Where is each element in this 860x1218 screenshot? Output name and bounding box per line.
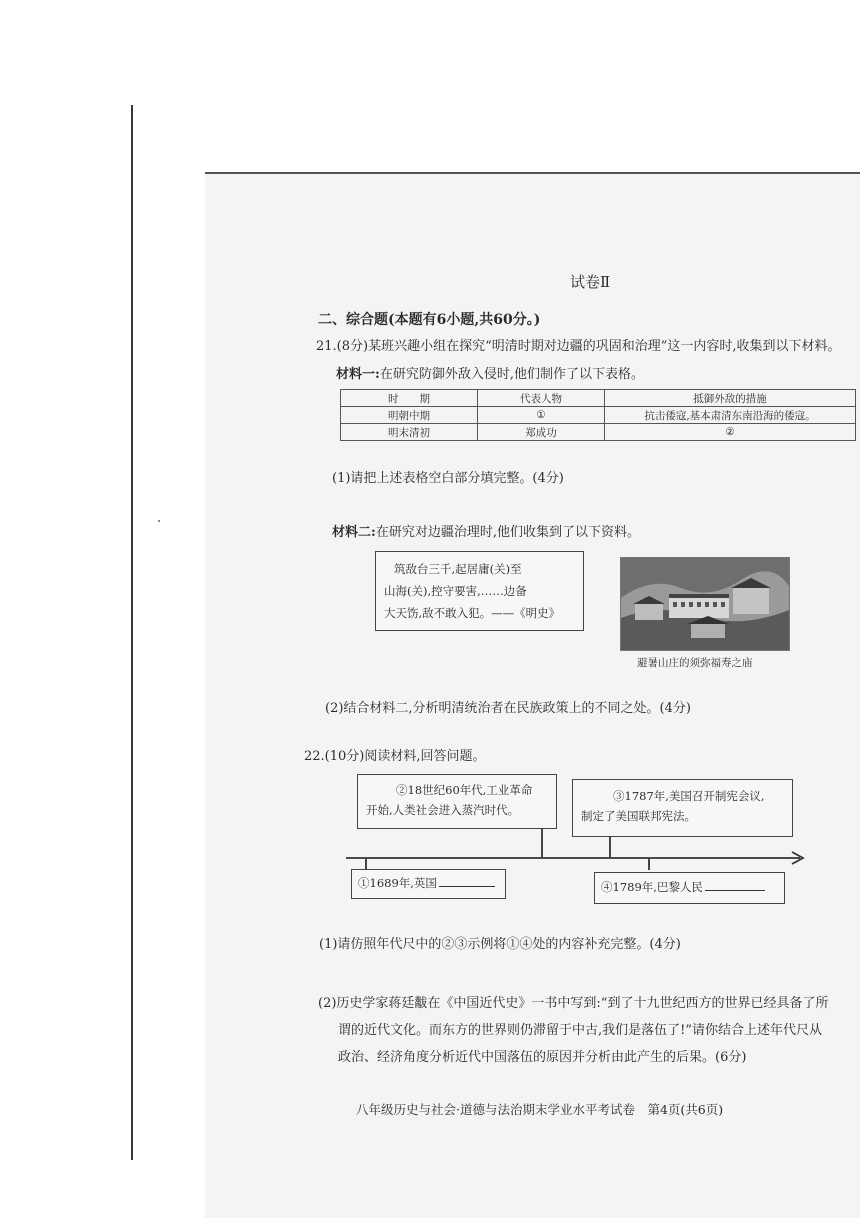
table-row (341, 424, 856, 441)
table-cell: 明朝中期 (341, 407, 478, 424)
table-header-cell: 代表人物 (478, 390, 605, 407)
photo-caption: 避暑山庄的须弥福寿之庙 (637, 657, 753, 669)
quote-line: 筑敌台三千,起居庸(关)至 (394, 562, 522, 576)
q21-intro: 21.(8分)某班兴趣小组在探究“明清时期对边疆的巩固和治理”这一内容时,收集到以下材料。 (316, 339, 841, 354)
q21-material2 (332, 521, 640, 540)
q21-sub1: (1)请把上述表格空白部分填完整。(4分) (332, 471, 564, 486)
timeline-box-2 (357, 774, 557, 829)
ming-history-quote-box (375, 551, 584, 631)
temple-photo-image (621, 558, 789, 650)
q21-material1 (336, 363, 644, 382)
defense-measures-table (340, 389, 856, 441)
q22-intro: 22.(10分)阅读材料,回答问题。 (304, 749, 486, 764)
table-header-row (341, 390, 856, 407)
material2-text: 在研究对边疆治理时,他们收集到了以下资料。 (375, 525, 640, 540)
table-header-cell: 抵御外敌的措施 (605, 390, 856, 407)
table-cell: ② (605, 424, 856, 441)
scan-edge-line (131, 105, 133, 1160)
scan-speck (158, 520, 160, 522)
answer-blank[interactable] (439, 886, 495, 887)
section-heading: 二、综合题(本题有6小题,共60分。) (318, 312, 541, 328)
table-cell: 郑成功 (478, 424, 605, 441)
q22-sub2-line: (2)历史学家蒋廷黻在《中国近代史》一书中写到:“到了十九世纪西方的世界已经具备了所 (318, 996, 829, 1011)
timeline-box-3 (572, 779, 793, 837)
timeline-box-line: ②18世纪60年代,工业革命 (396, 783, 533, 797)
table-cell: 抗击倭寇,基本肃清东南沿海的倭寇。 (605, 407, 856, 424)
answer-blank[interactable] (705, 890, 765, 891)
table-cell: 明末清初 (341, 424, 478, 441)
q21-sub2: (2)结合材料二,分析明清统治者在民族政策上的不同之处。(4分) (325, 701, 691, 716)
timeline-box-line: 开始,人类社会进入蒸汽时代。 (366, 803, 520, 817)
timeline-tick (648, 858, 650, 870)
timeline-box-1-text: ①1689年,英国 (358, 876, 437, 890)
table-row (341, 407, 856, 424)
q22-sub1: (1)请仿照年代尺中的②③示例将①④处的内容补充完整。(4分) (319, 937, 681, 952)
quote-line: 大天饬,敌不敢入犯。——《明史》 (384, 606, 561, 620)
timeline-box-line: ③1787年,美国召开制宪会议, (613, 789, 765, 803)
q22-sub2-line: 政治、经济角度分析近代中国落伍的原因并分析由此产生的后果。(6分) (338, 1050, 747, 1065)
q22-sub2-line: 谓的近代文化。而东方的世界则仍滞留于中古,我们是落伍了!”请你结合上述年代尺从 (338, 1023, 823, 1038)
paper-label: 试卷Ⅱ (570, 273, 611, 291)
material1-label: 材料一: (336, 367, 380, 382)
timeline-box-4 (594, 872, 785, 904)
material2-label: 材料二: (332, 525, 376, 540)
timeline-box-line: 制定了美国联邦宪法。 (581, 809, 696, 823)
table-cell: ① (478, 407, 605, 424)
material1-text: 在研究防御外敌入侵时,他们制作了以下表格。 (379, 367, 644, 382)
timeline-tick (541, 829, 543, 859)
temple-photo (620, 557, 790, 651)
page-footer: 八年级历史与社会·道德与法治期末学业水平考试卷 第4页(共6页) (356, 1102, 724, 1117)
timeline-box-1 (351, 869, 506, 899)
timeline-tick (609, 837, 611, 859)
table-header-cell: 时 期 (341, 390, 478, 407)
quote-line: 山海(关),控守要害,……边备 (384, 584, 527, 598)
timeline-box-4-text: ④1789年,巴黎人民 (601, 880, 703, 894)
q22-sub2 (318, 990, 828, 1071)
